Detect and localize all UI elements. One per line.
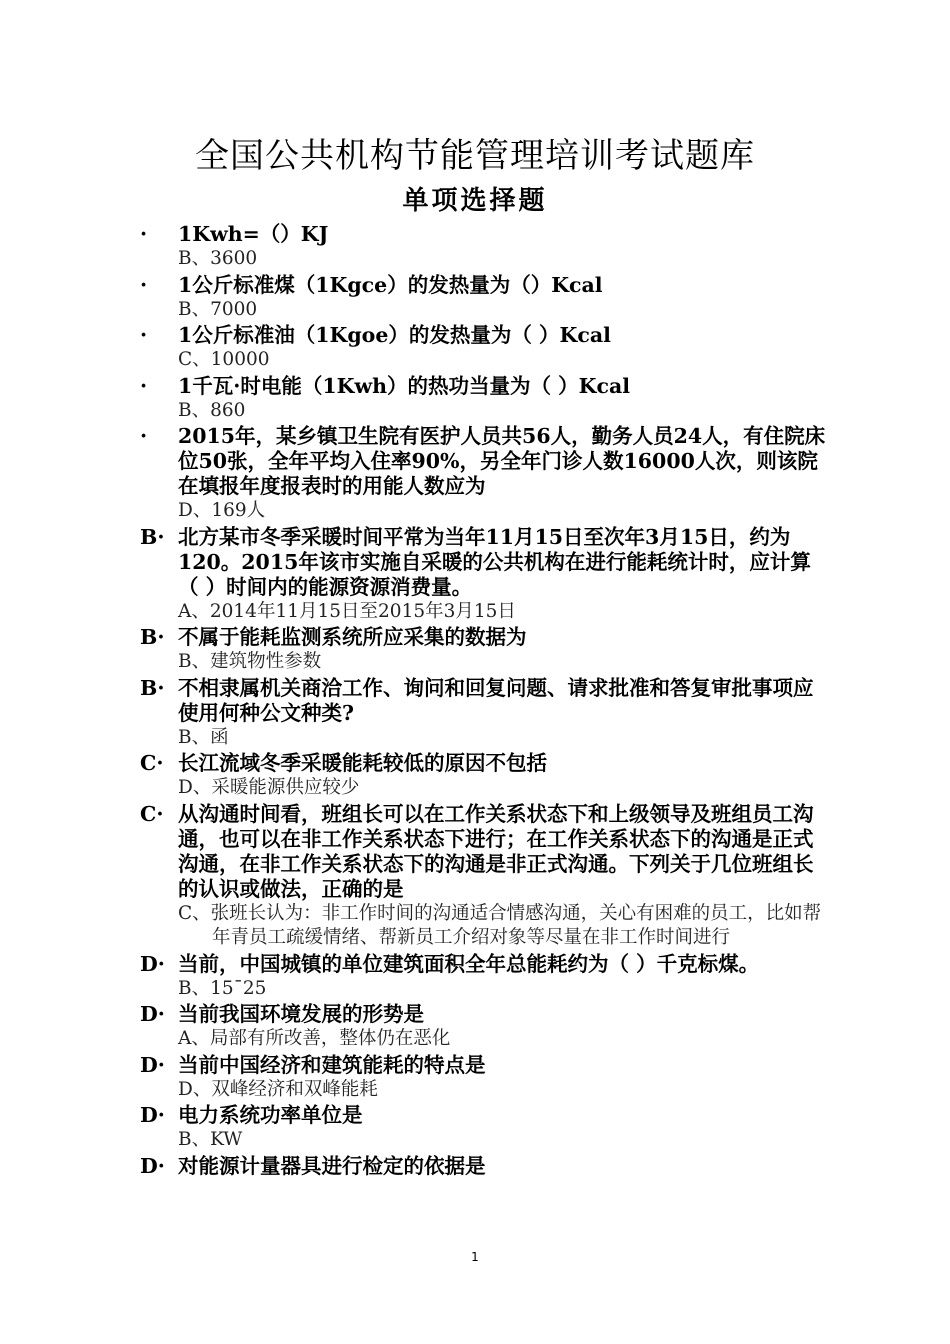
question-marker: D· — [140, 1052, 165, 1077]
question-list — [140, 222, 830, 1179]
question-item — [140, 676, 830, 751]
answer-text: B、860 — [178, 399, 246, 421]
answer-text: A、局部有所改善，整体仍在恶化 — [178, 1028, 451, 1049]
question-marker: · — [140, 424, 148, 448]
answer-text: B、函 — [178, 726, 229, 748]
answer-text: B、KW — [178, 1129, 243, 1150]
question-text: 不属于能耗监测系统所应采集的数据为 — [178, 625, 527, 649]
question-item — [140, 625, 830, 675]
question-item — [140, 222, 830, 272]
question-text: 北方某市冬季采暖时间平常为当年11月15日至次年3月15日，约为120。2015年该市实施自采暖的公共机构在进行能耗统计时，应计算（ ）时间内的能源资源消费量。 — [178, 524, 811, 599]
question-text: 从沟通时间看，班组长可以在工作关系状态下和上级领导及班组员工沟通，也可以在非工作关系状态下进行；在工作关系状态下的沟通是正式沟通，在非工作关系状态下的沟通是非正式沟通。下列关于几位班组长的认识或做法，正确的是 — [178, 801, 814, 901]
answer-text: D、采暖能源供应较少 — [178, 777, 360, 798]
question-marker: · — [140, 323, 148, 347]
question-text: 当前，中国城镇的单位建筑面积全年总能耗约为（ ）千克标煤。 — [178, 951, 760, 976]
question-marker: · — [140, 373, 148, 398]
question-item — [140, 1103, 830, 1153]
answer-text: C、10000 — [178, 349, 270, 370]
page-number: 1 — [471, 1250, 479, 1264]
answer-text: B、3600 — [178, 248, 258, 269]
question-item — [140, 273, 830, 323]
answer-text: A、2014年11月15日至2015年3月15日 — [178, 600, 516, 622]
question-text: 1公斤标准煤（1Kgce）的发热量为（）Kcal — [178, 272, 603, 297]
question-item — [140, 952, 830, 1002]
answer-text: B、7000 — [178, 298, 258, 320]
question-marker: · — [140, 222, 148, 246]
question-text: 2015年，某乡镇卫生院有医护人员共56人，勤务人员24人，有住院床位50张，全年平均入住率90%，另全年门诊人数16000人次，则该院在填报年度报表时的用能人数应为 — [178, 424, 826, 498]
question-marker: B· — [140, 625, 165, 649]
question-item — [140, 1154, 830, 1179]
question-item — [140, 1053, 830, 1103]
question-item — [140, 1002, 830, 1052]
question-marker: C· — [140, 751, 164, 775]
question-text: 1千瓦·时电能（1Kwh）的热功当量为（ ）Kcal — [178, 373, 631, 398]
question-marker: D· — [140, 951, 165, 976]
section-title: 单项选择题 — [402, 186, 548, 216]
question-item — [140, 424, 830, 524]
question-marker: · — [140, 272, 148, 297]
question-item — [140, 323, 830, 373]
answer-text: B、建筑物性参数 — [178, 651, 322, 672]
question-marker: B· — [140, 524, 165, 549]
answer-text: D、169人 — [178, 500, 266, 521]
question-text: 当前中国经济和建筑能耗的特点是 — [178, 1052, 486, 1077]
question-text: 对能源计量器具进行检定的依据是 — [178, 1153, 486, 1178]
document-title: 全国公共机构节能管理培训考试题库 — [195, 136, 755, 176]
question-text: 长江流域冬季采暖能耗较低的原因不包括 — [178, 751, 547, 775]
question-item — [140, 751, 830, 801]
answer-text: C、张班长认为：非工作时间的沟通适合情感沟通，关心有困难的员工，比如帮年青员工疏缓情绪、帮新员工介绍对象等尽量在非工作时间进行 — [178, 902, 822, 948]
question-marker: D· — [140, 1103, 165, 1127]
question-item — [140, 802, 830, 951]
question-text: 1公斤标准油（1Kgoe）的发热量为（ ）Kcal — [178, 323, 611, 347]
question-item — [140, 374, 830, 424]
question-text: 电力系统功率单位是 — [178, 1103, 363, 1127]
question-text: 不相隶属机关商洽工作、询问和回复问题、请求批准和答复审批事项应使用何种公文种类? — [178, 675, 814, 725]
answer-text: B、15¯25 — [178, 977, 267, 999]
question-text: 当前我国环境发展的形势是 — [178, 1002, 424, 1026]
question-marker: B· — [140, 675, 165, 700]
answer-text: D、双峰经济和双峰能耗 — [178, 1078, 378, 1100]
question-marker: C· — [140, 801, 164, 826]
question-marker: D· — [140, 1002, 165, 1026]
question-text: 1Kwh=（）KJ — [178, 222, 329, 246]
question-marker: D· — [140, 1153, 165, 1178]
question-item — [140, 525, 830, 625]
